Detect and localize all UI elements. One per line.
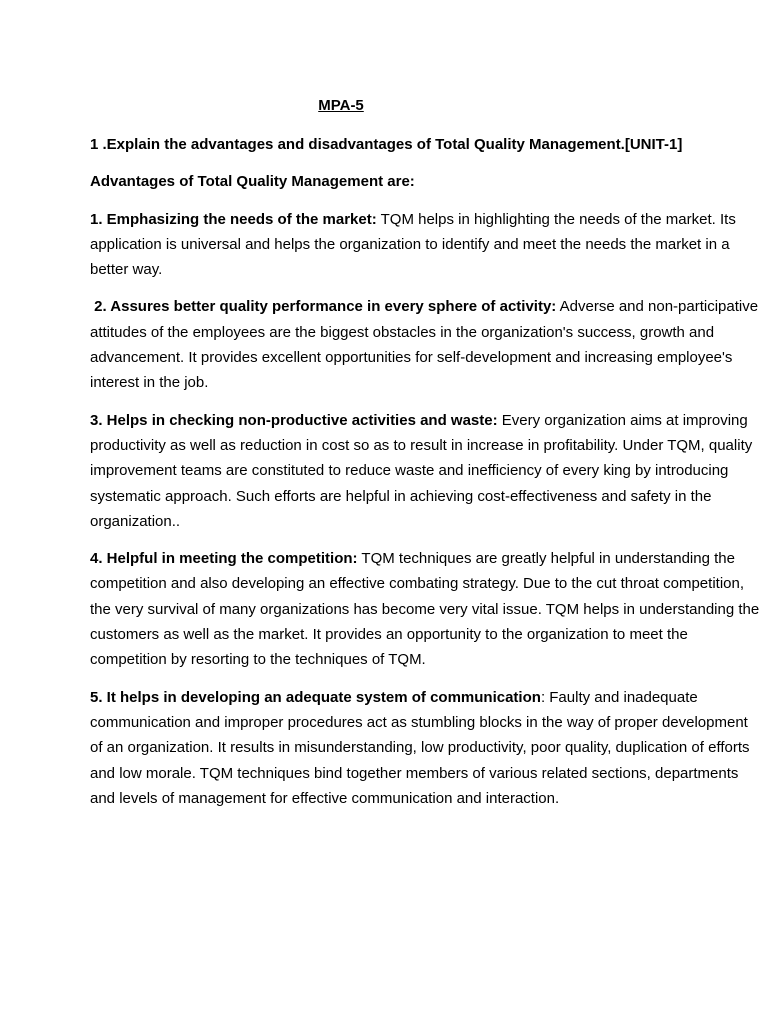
point-body: Adverse and non-participative attitudes of the employees are the biggest obstacles in the organization's success, growth and advancement. It provides excellent opportunities for self-development and increasing employee's interest in the job. [90,298,763,392]
point-body: TQM helps in highlighting the needs of the market. Its application is universal and helps the organization to identify and meet the needs the market in a better way. [90,210,736,279]
point-heading: 2. Assures better quality performance in every sphere of activity: [90,298,557,316]
question-text: 1 .Explain the advantages and disadvantages of Total Quality Management.[UNIT-1] [90,136,683,153]
point-heading: 3. Helps in checking non-productive activities and waste: [90,411,498,429]
point-body: Every organization aims at improving productivity as well as reduction in cost so as to result in increase in profitability. Under TQM, quality improvement teams are constituted to reduce waste and inefficiency of every king by introducing systematic approach. Such efforts are helpful in achieving cost-effectiveness and safety in the organization.. [90,411,753,530]
point-body: : Faulty and inadequate communication and improper procedures act as stumbling blocks in the way of proper development of an organization. It results in misunderstanding, low productivity, poor quality, duplication of efforts and low morale. TQM techniques bind together members of various related sections, departments and levels of management for effective communication and interaction. [90,688,750,807]
paragraph-point-5 [90,685,764,811]
point-body: TQM techniques are greatly helpful in understanding the competition and also developing an effective combating strategy. Due to the cut throat competition, the very survival of many organizations has become very vital issue. TQM helps in understanding the customers as well as the market. It provides an opportunity to the organization to meet the competition by resorting to the techniques of TQM. [90,550,760,669]
document-title: MPA-5 [318,97,364,114]
paragraph-point-4 [90,546,764,672]
point-heading: 1. Emphasizing the needs of the market: [90,210,377,228]
point-heading: 5. It helps in developing an adequate system of communication [90,688,541,706]
paragraph-point-3 [90,408,764,534]
section-heading: Advantages of Total Quality Management are: [90,173,415,191]
document-body [90,132,764,823]
paragraph-point-1 [90,207,764,283]
paragraph-point-2 [90,294,764,395]
point-heading: 4. Helpful in meeting the competition: [90,550,358,568]
